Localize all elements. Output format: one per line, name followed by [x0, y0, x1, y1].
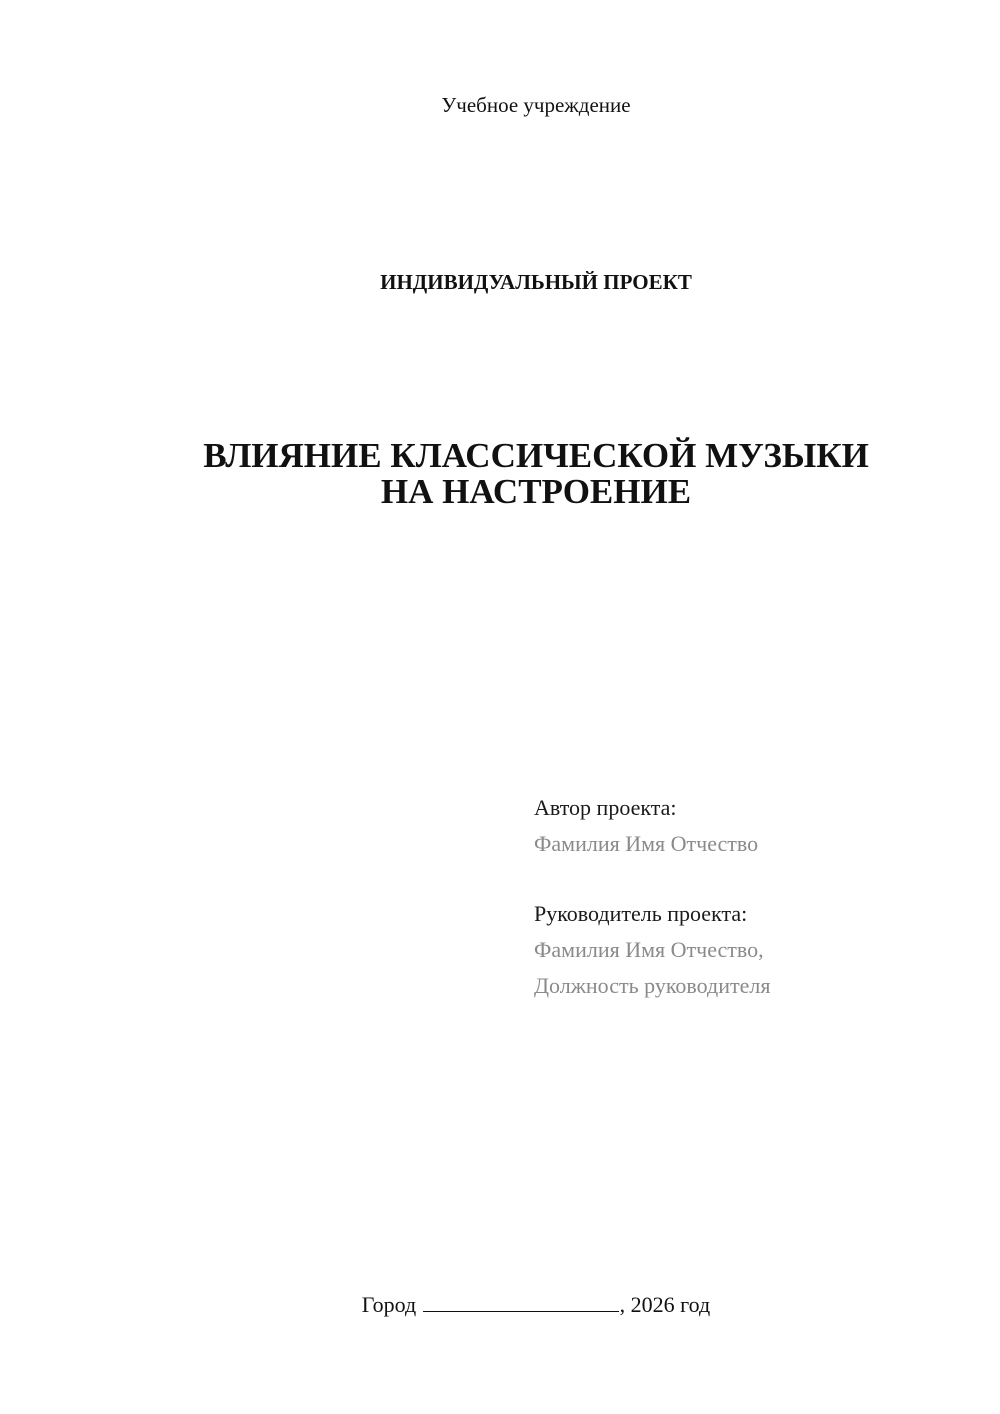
year-text: , 2026 год: [619, 1292, 711, 1317]
supervisor-position: Должность руководителя: [534, 973, 771, 998]
document-type: ИНДИВИДУАЛЬНЫЙ ПРОЕКТ: [380, 270, 692, 294]
project-title-line-1: ВЛИЯНИЕ КЛАССИЧЕСКОЙ МУЗЫКИ: [203, 436, 869, 475]
institution-name: Учебное учреждение: [441, 93, 631, 117]
city-year-line: [0, 1291, 1000, 1319]
supervisor-label: Руководитель проекта:: [534, 901, 748, 926]
credits-block: [534, 790, 974, 1004]
credits-spacer: [534, 862, 974, 896]
author-label: Автор проекта:: [534, 795, 677, 820]
author-name: Фамилия Имя Отчество: [534, 831, 759, 856]
project-title: [0, 438, 1000, 510]
city-label: Город: [361, 1292, 417, 1317]
project-title-line-2: НА НАСТРОЕНИЕ: [380, 472, 692, 511]
supervisor-name: Фамилия Имя Отчество,: [534, 937, 764, 962]
city-blank-line: [423, 1291, 619, 1312]
